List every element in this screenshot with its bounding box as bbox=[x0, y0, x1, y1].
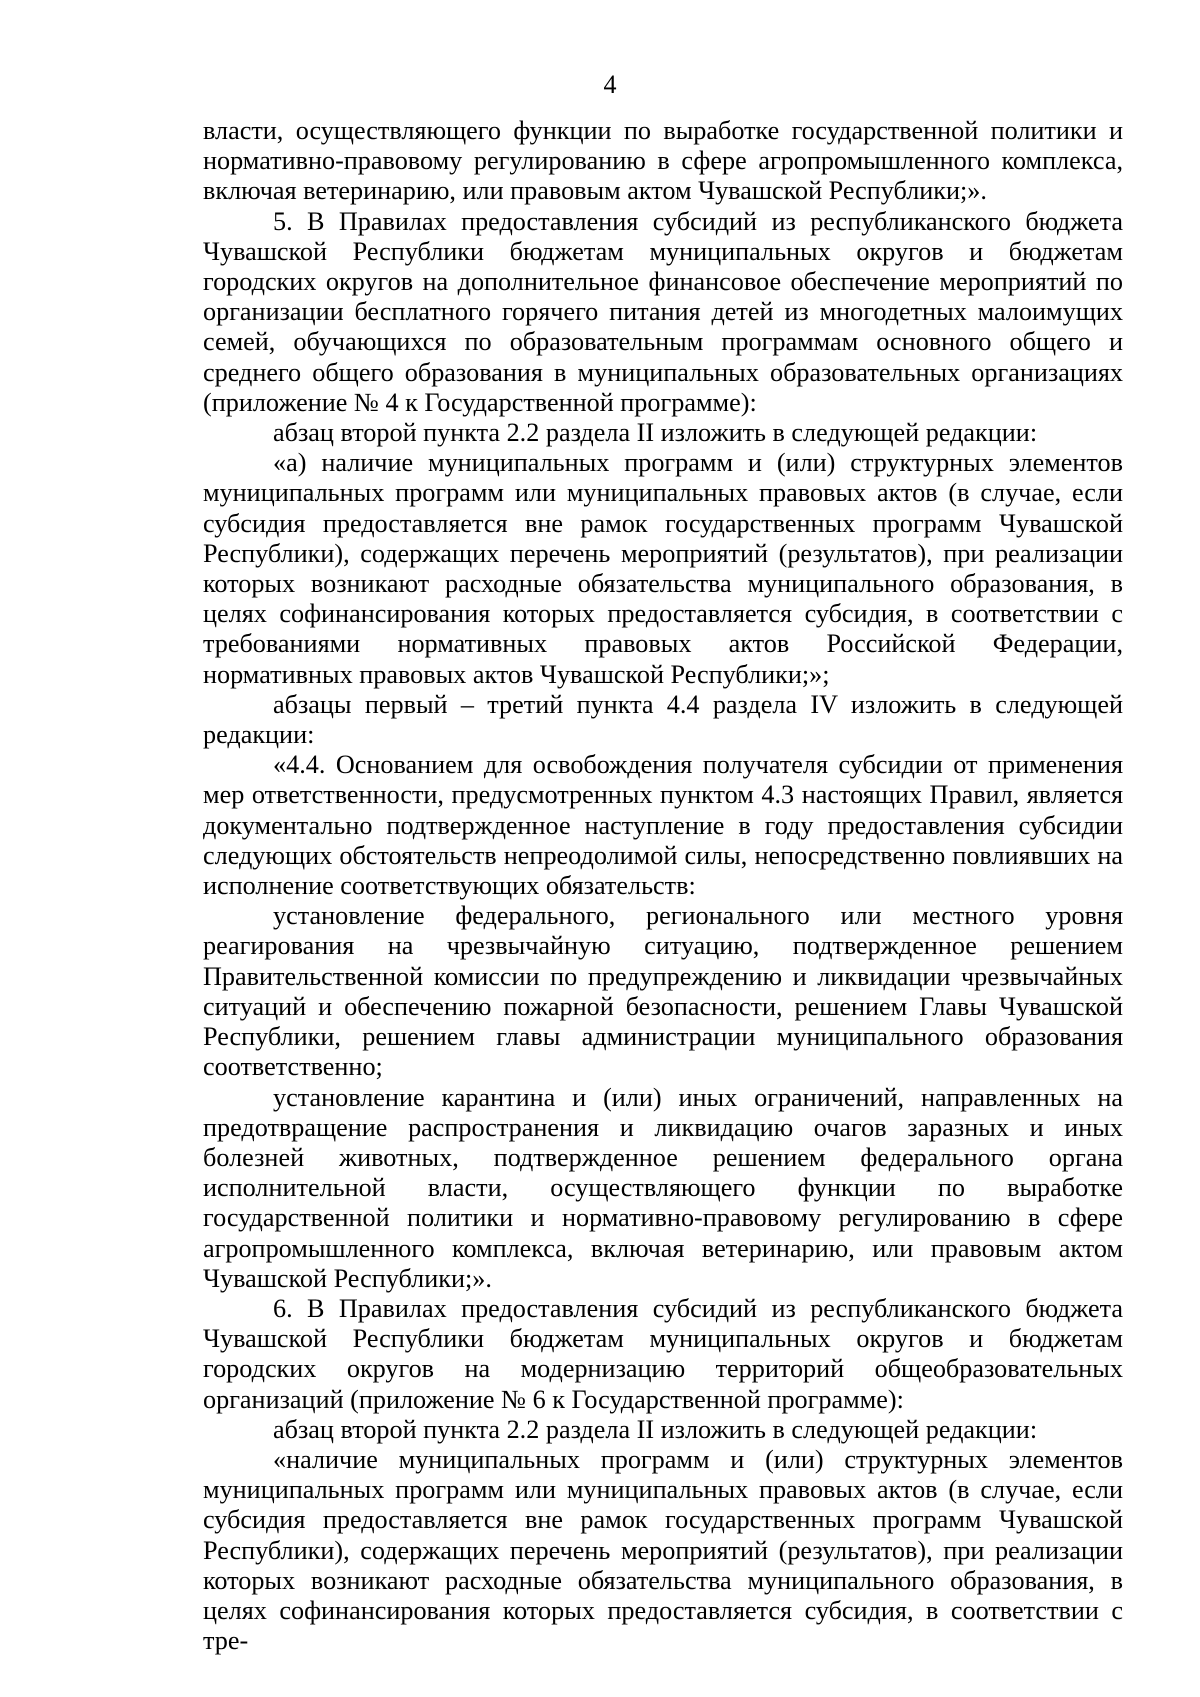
paragraph-item-6: 6. В Правилах предоставления субсидий из республиканского бюджета Чувашской Республики бюджетам муниципальных округов и бюджетам городских округов на модернизацию территорий общеобразовательных организаций (приложение № 6 к Государственной программе): bbox=[203, 1293, 1123, 1414]
paragraph-amendment-intro: абзацы первый – третий пункта 4.4 раздела IV изложить в следующей редакции: bbox=[203, 689, 1123, 750]
paragraph-quoted-clause-4-4: «4.4. Основанием для освобождения получателя субсидии от применения мер ответственности, предусмотренных пунктом 4.3 настоящих Правил, является документально подтвержденное наступление в году предоставления субсидии следующих обстоятельств непреодолимой силы, непосредственно повлиявших на исполнение соответствующих обязательств: bbox=[203, 750, 1123, 901]
paragraph-body: установление карантина и (или) иных ограничений, направленных на предотвращение распространения и ликвидацию очагов заразных и иных болезней животных, подтвержденное решением федерального органа исполнительной власти, осуществляющего функции по выработке государственной политики и нормативно-правовому регулированию в сфере агропромышленного комплекса, включая ветеринарию, или правовым актом Чувашской Республики;». bbox=[203, 1082, 1123, 1293]
paragraph-item-5: 5. В Правилах предоставления субсидий из республиканского бюджета Чувашской Республики бюджетам муниципальных округов и бюджетам городских округов на дополнительное финансовое обеспечение мероприятий по организации бесплатного горячего питания детей из многодетных малоимущих семей, обучающихся по образовательным программам основного общего и среднего общего образования в муниципальных образовательных организациях (приложение № 4 к Государственной программе): bbox=[203, 206, 1123, 417]
paragraph-amendment-intro: абзац второй пункта 2.2 раздела II изложить в следующей редакции: bbox=[273, 418, 1038, 448]
paragraph-amendment-intro: абзац второй пункта 2.2 раздела II изложить в следующей редакции: bbox=[273, 1414, 1038, 1444]
page-number: 4 bbox=[603, 70, 617, 99]
paragraph-quoted-clause-a: «а) наличие муниципальных программ и (или) структурных элементов муниципальных программ или муниципальных правовых актов (в случае, если субсидия предоставляется вне рамок государственных программ Чувашской Республики), содержащих перечень мероприятий (результатов), при реализации которых возникают расходные обязательства муниципального образования, в целях софинансирования которых предоставляется субсидия, в соответствии с требованиями нормативных правовых актов Российской Федерации, нормативных правовых актов Чувашской Республики;»; bbox=[203, 448, 1123, 689]
paragraph-body: установление федерального, регионального или местного уровня реагирования на чрезвычайную ситуацию, подтвержденное решением Правительственной комиссии по предупреждению и ликвидации чрезвычайных ситуаций и обеспечению пожарной безопасности, решением Главы Чувашской Республики, решением главы администрации муниципального образования соответственно; bbox=[203, 901, 1123, 1082]
paragraph-quoted-clause: «наличие муниципальных программ и (или) структурных элементов муниципальных программ или муниципальных правовых актов (в случае, если субсидия предоставляется вне рамок государственных программ Чувашской Республики), содержащих перечень мероприятий (результатов), при реализации которых возникают расходные обязательства муниципального образования, в целях софинансирования которых предоставляется субсидия, в соответствии с тре- bbox=[203, 1444, 1123, 1656]
paragraph-continuation: власти, осуществляющего функции по выработке государственной политики и нормативно-правовому регулированию в сфере агропромышленного комплекса, включая ветеринарию, или правовым актом Чувашской Республики;». bbox=[203, 116, 1123, 206]
document-body bbox=[203, 116, 1123, 1656]
